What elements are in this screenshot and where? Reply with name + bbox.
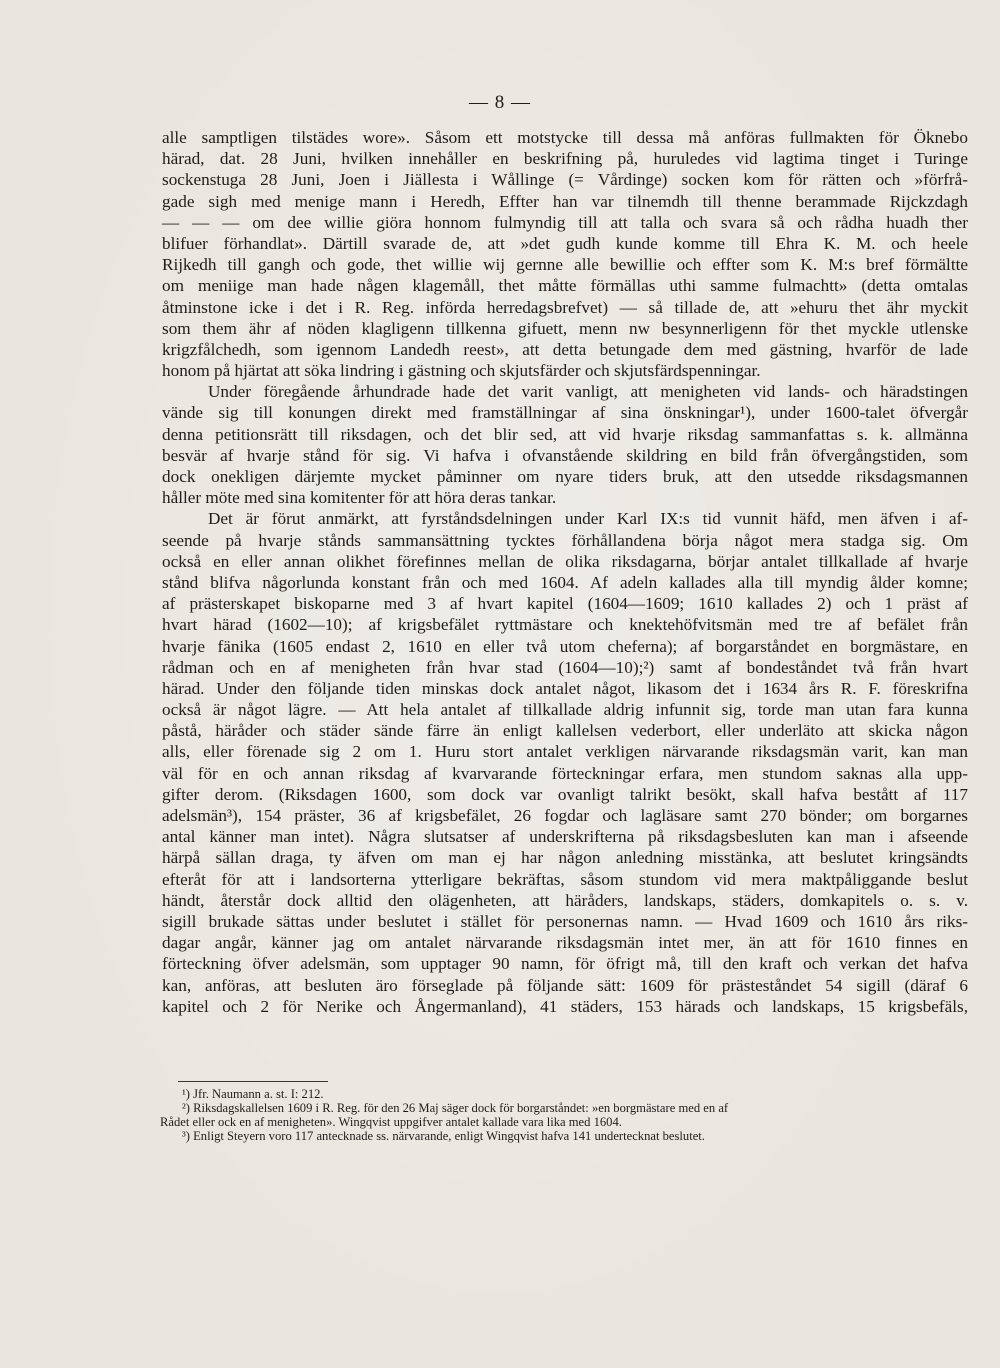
text-line: påstå, häråder och städer sände färre än enligt kallelsen vederbort, eller underläto att skicka någon — [162, 721, 968, 741]
text-line: hvart härad (1602—10); af krigsbefälet ryttmästare och knektehöfvitsmän med tre af befälet från — [162, 615, 968, 635]
page-number: — 8 — — [469, 92, 531, 113]
text-line: besvär af hvarje stånd för sig. Vi hafva i ofvanstående skildring en bild från öfvergångstiden, som — [162, 445, 968, 465]
text-line: härpå sällan draga, ty äfven om man ej har någon anledning misstänka, att beslutet kringsändts — [162, 848, 968, 868]
footnote-1: ¹) Jfr. Naumann a. st. I: 212. — [182, 1087, 324, 1101]
text-line: alls, eller förenade sig 2 om 1. Huru stort antalet verkligen närvarande riksdagsmän varit, kan man — [162, 742, 968, 762]
text-line: Det är förut anmärkt, att fyrståndsdelningen under Karl IX:s tid vunnit häfd, men äfven i af- — [208, 509, 968, 529]
text-line: honom på hjärtat att söka lindring i gästning och skjutsfärder och skjutsfärdspenningar. — [162, 361, 761, 381]
text-line: också är något lägre. — Att hela antalet af tillkallade aldrig infunnit sig, torde man utan fara kunna — [162, 700, 968, 720]
text-line: om meniige man hade någen klagemåll, thet måtte förmällas uthi samme fulmachtt» (detta omtalas — [162, 276, 968, 296]
text-line: stånd blifva någorlunda konstant från och med 1604. Af adeln kallades alla till myndig ålder komne; — [162, 572, 968, 592]
footnote-3: ³) Enligt Steyern voro 117 antecknade ss. närvarande, enligt Wingqvist hafva 141 undertecknat beslutet. — [182, 1129, 705, 1143]
text-line: Under föregående århundrade hade det varit vanligt, att menigheten vid lands- och häradstingen — [208, 382, 968, 402]
text-line: gade sigh med menige mann i Heredh, Effter han var tilnemdh till thenne berammade Rijckzdagh — [162, 191, 968, 211]
text-line: — — — om dee willie giöra honnom fulmyndig till att talla och svara så och rådha huadh ther — [162, 212, 968, 232]
footnote-2: ²) Riksdagskallelsen 1609 i R. Reg. för den 26 Maj säger dock för borgarståndet: »en borgmästare med en af — [182, 1101, 729, 1115]
text-line: sockenstuga 28 Juni, Joen i Jiällesta i Wållinge (= Vårdinge) socken kom för rätten och »förfrå- — [162, 170, 968, 190]
footnote-divider — [178, 1081, 328, 1082]
text-line: kapitel och 2 för Nerike och Ångermanland), 41 städers, 153 härads och landskaps, 15 krigsbefäls, — [162, 996, 968, 1016]
text-line: rådman och en af menigheten från hvar stad (1604—10);²) samt af bondeståndet två från hvart — [162, 657, 968, 677]
text-line: väl för en och annan riksdag af kvarvarande förteckningar erfara, men stundom saknas alla upp- — [162, 763, 968, 783]
text-line: händt, återstår dock alltid den olägenheten, att häråders, landskaps, städers, domkapitels o. s. v. — [162, 890, 968, 910]
text-line: Rijkedh till gangh och gode, thet willie wij gernne alle bewillie och effter som K. M:s bref förmältte — [162, 255, 968, 275]
text-line: håller möte med sina komitenter för att höra deras tankar. — [162, 488, 557, 508]
text-line: dock onekligen därjemte mycket påminner om nyare tiders bruk, att den utsedde riksdagsmannen — [162, 467, 968, 486]
text-line: denna petitionsrätt till riksdagen, och det blir sed, att vid hvarje riksdag sammanfattas s. k. allmänna — [162, 424, 968, 444]
text-line: af prästerskapet biskoparne med 3 af hvart kapitel (1604—1609; 1610 kallades 2) och 1 präst af — [162, 594, 968, 614]
text-line: härad, dat. 28 Juni, hvilken innehåller en beskrifning på, huruledes vid lagtima tinget i Turinge — [162, 149, 968, 169]
body-text — [162, 127, 968, 1017]
text-line: dagar angår, känner jag om antalet närvarande riksdagsmän intet mer, än att för 1610 finnes en — [162, 933, 968, 953]
text-line: också en eller annan olikhet förefinnes mellan de olika riksdagarna, börjar antalet tillkallade af hvarje — [162, 551, 968, 571]
text-line: efteråt för att i landsorterna ytterligare bekräftas, såsom stundom vid mera maktpåliggande beslut — [162, 869, 968, 889]
text-line: krigzfålchedh, som igennom Landedh reest», att detta betungade dem med gästning, hvarför de lade — [162, 339, 968, 359]
text-line: gifter derom. (Riksdagen 1600, som dock var ovanligt talrikt besökt, skall hafva bestått af 117 — [162, 784, 968, 804]
text-line: seende på hvarje stånds sammansättning tycktes förhållandena börja något mera stadga sig. Om — [162, 530, 968, 550]
text-line: adelsmän³), 154 präster, 36 af krigsbefälet, 26 fogdar och lagläsare samt 270 bönder; om borgarnes — [162, 806, 968, 825]
text-line: vände sig till konungen direkt med framställningar af sina önskningar¹), under 1600-talet öfvergår — [162, 403, 968, 423]
text-line: som them ähr af nöden klagligenn tillkenna gifuett, menn nw besynnerligenn för thet myckle utlenske — [162, 318, 968, 338]
text-line: hvarje fänika (1605 endast 2, 1610 en eller två utom cheferna); af borgarståndet en borgmästare, en — [162, 636, 968, 656]
text-line: kan, anföras, att besluten äro förseglade på följande sätt: 1609 för prästeståndet 54 sigill (däraf 6 — [162, 975, 968, 995]
footnote-2-continued: Rådet eller ock en af menigheten». Wingqvist uppgifver antalet kallade vara lika med 1604. — [160, 1115, 622, 1129]
text-line: förteckning öfver adelsmän, som upptager 90 namn, för öfrigt må, till den kraft och verkan det hafva — [162, 954, 968, 974]
footnotes — [160, 1087, 960, 1143]
text-line: sigill brukade sättas under beslutet i stället för personernas namn. — Hvad 1609 och 1610 års riks- — [162, 911, 968, 931]
text-line: antal känner man intet). Några slutsatser af underskrifterna på riksdagsbesluten kan man i afseende — [162, 827, 968, 847]
text-line: härad. Under den följande tiden minskas dock antalet något, likasom det i 1634 års R. F. föreskrifna — [162, 678, 968, 698]
text-line: blifuer förhandlat». Därtill svarade de, att »det gudh kunde komme till Ehra K. M. och heele — [162, 233, 968, 253]
text-line: alle samptligen tilstädes wore». Såsom ett motstycke till dessa må anföras fullmakten för Öknebo — [162, 128, 968, 147]
text-line: åtminstone icke i det i R. Reg. införda herredagsbrefvet) — så tillade de, att »ehuru thet ähr myckit — [162, 297, 968, 317]
